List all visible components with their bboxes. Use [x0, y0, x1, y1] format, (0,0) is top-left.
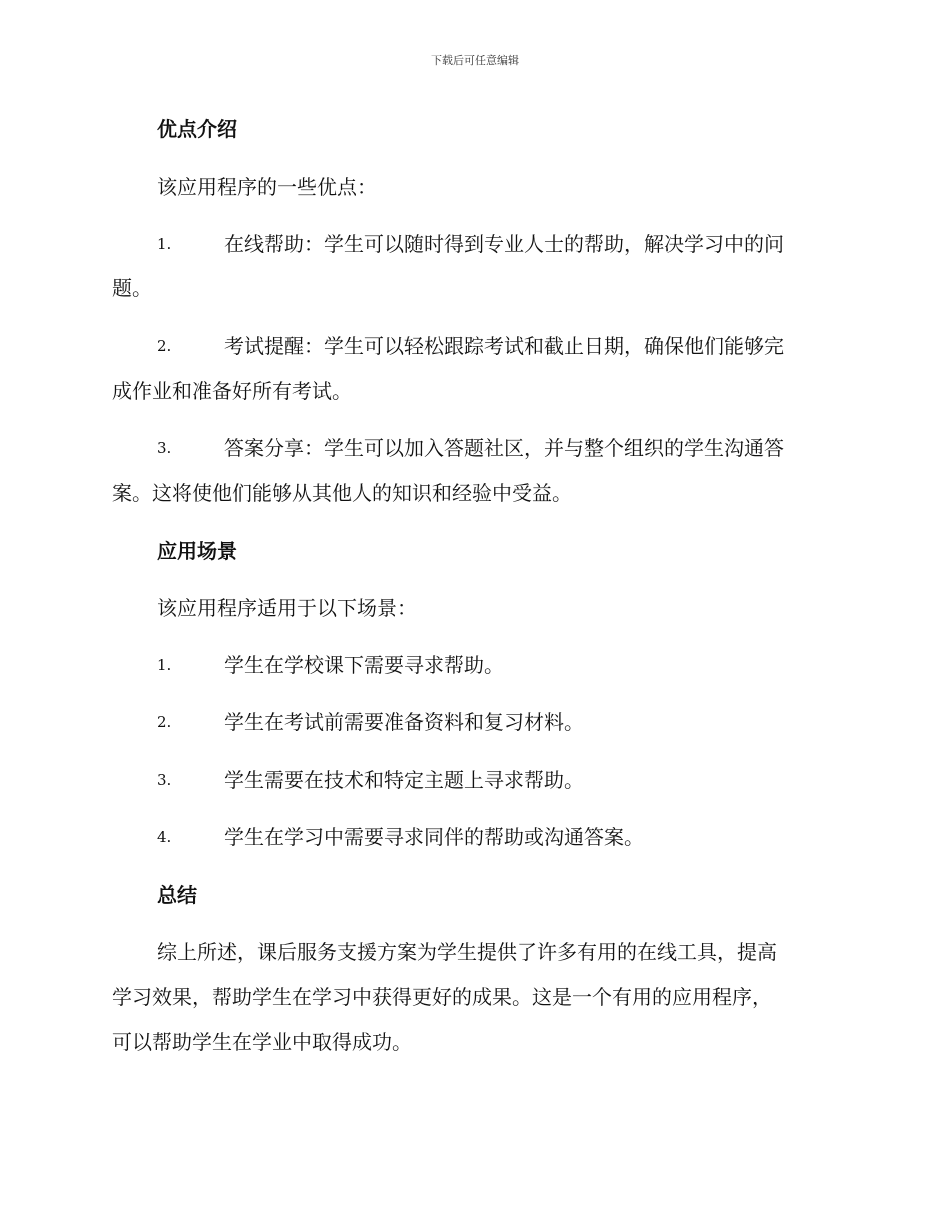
section-heading-scenarios: 应用场景	[157, 539, 237, 563]
list-number: 2.	[157, 713, 172, 731]
list-number: 2.	[157, 337, 172, 355]
summary-line: 可以帮助学生在学业中取得成功。	[112, 1030, 412, 1054]
list-number: 3.	[157, 771, 172, 789]
list-number: 1.	[157, 656, 172, 674]
list-item-text: 答案分享：学生可以加入答题社区，并与整个组织的学生沟通答	[224, 436, 784, 460]
list-number: 4.	[157, 828, 172, 846]
list-item-continuation: 题。	[112, 276, 152, 300]
section-intro-advantages: 该应用程序的一些优点：	[157, 175, 377, 199]
summary-line: 学习效果，帮助学生在学习中获得更好的成果。这是一个有用的应用程序，	[112, 985, 772, 1009]
section-intro-scenarios: 该应用程序适用于以下场景：	[157, 596, 417, 620]
list-item-text: 学生在考试前需要准备资料和复习材料。	[224, 710, 584, 734]
list-item-text: 学生在学校课下需要寻求帮助。	[224, 653, 504, 677]
section-heading-advantages: 优点介绍	[157, 117, 237, 141]
summary-line: 综上所述，课后服务支援方案为学生提供了许多有用的在线工具，提高	[157, 940, 777, 964]
list-item-continuation: 案。这将使他们能够从其他人的知识和经验中受益。	[112, 481, 572, 505]
list-item-text: 考试提醒：学生可以轻松跟踪考试和截止日期，确保他们能够完	[224, 334, 784, 358]
list-item-text: 在线帮助：学生可以随时得到专业人士的帮助，解决学习中的问	[224, 232, 784, 256]
page-header: 下载后可任意编辑	[431, 54, 519, 67]
list-item-text: 学生在学习中需要寻求同伴的帮助或沟通答案。	[224, 825, 644, 849]
list-item-text: 学生需要在技术和特定主题上寻求帮助。	[224, 768, 584, 792]
list-item-continuation: 成作业和准备好所有考试。	[112, 379, 352, 403]
section-heading-summary: 总结	[157, 883, 197, 907]
list-number: 1.	[157, 235, 172, 253]
list-number: 3.	[157, 439, 172, 457]
